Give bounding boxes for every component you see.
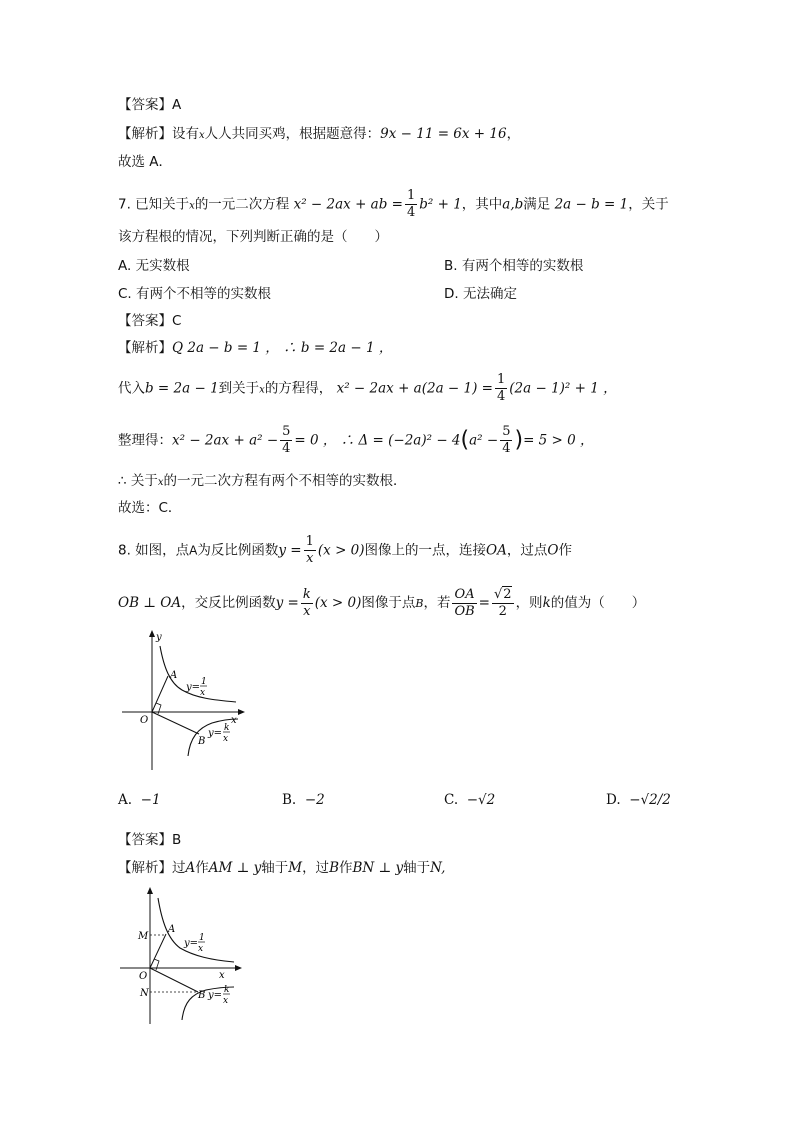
label-x: x [219, 970, 225, 981]
q7-option-d: D. 无法确定 [444, 286, 517, 302]
q7-stem-line2: 该方程根的情况，下列判断正确的是（ ） [118, 229, 388, 245]
q6-conclusion: 故选 A． [118, 154, 173, 170]
segment-ob [152, 712, 199, 734]
x-axis-arrow [238, 709, 245, 715]
label-den: x [223, 996, 229, 1006]
label-a: A [168, 924, 176, 935]
text: 的一元二次方程 [194, 196, 290, 213]
q8-option-b: B. −2 [282, 792, 325, 808]
q7-solution-line3: 整理得：x² − 2ax + a² − $\frac{5}{4}$ = 0 ， ∴ Δ = (−2a)² − 4(a² − $\frac{5}{4}$ )= 5 > 0 ， [118, 424, 594, 456]
x-axis-arrow [235, 965, 242, 971]
text: ，其中 [461, 196, 503, 213]
label-y: y [156, 632, 162, 643]
var-x: x [199, 130, 205, 141]
equation: x² − 2ax + ab = [293, 196, 403, 213]
label-num: k [224, 985, 230, 995]
label-num: k [224, 723, 230, 733]
q7-solution-line2: 代入b = 2a − 1到关于x的方程得， x² − 2ax + a(2a − 1) = $\frac{1}{4}$ (2a − 1)² + 1 ， [118, 372, 617, 404]
text: ，关于 [628, 196, 669, 213]
q8-option-a: A. −1 [118, 792, 161, 808]
label-b: B [198, 736, 206, 747]
label-func1: y= [184, 938, 199, 949]
q7-conclusion: 故选：C． [118, 500, 182, 516]
q8-figure-1 [118, 628, 253, 773]
fraction: $\frac{1}{4}$ [406, 188, 416, 220]
punct: ， [506, 126, 521, 142]
q7-solution-line4: ∴ 关于x的一元二次方程有两个不相等的实数根． [118, 473, 407, 489]
analysis-text: 人人共同买鸡，根据题意得： [204, 126, 381, 142]
label-num: 1 [199, 933, 205, 943]
y-axis-arrow [147, 887, 153, 894]
label-func2: y= [208, 990, 223, 1001]
q8-analysis: 【解析】过A作AM ⊥ y轴于M，过B作BN ⊥ y轴于N, [118, 860, 446, 876]
q8-figure-2 [118, 884, 253, 1029]
y-axis-arrow [149, 630, 155, 637]
q6-answer [118, 95, 181, 115]
label-den: x [223, 734, 229, 744]
q7-stem-line1: 7. 已知关于x的一元二次方程 x² − 2ax + ab = $\frac{1}{4}$ b² + 1，其中a,b满足 2a − b = 1，关于 [118, 188, 669, 220]
q8-stem-line2: OB ⊥ OA，交反比例函数y = $\frac{k}{x}$ (x > 0)图像于点B，若 $\frac{OA}{OB}$ = $\frac{√2}{2}$ ，则k的值为（ ） [118, 586, 646, 619]
q8-option-c: C. −√2 [444, 792, 496, 808]
label-func1: y= [186, 682, 201, 693]
label-o: O [140, 715, 149, 726]
vars: a,b [502, 196, 524, 213]
label-n: N [140, 988, 149, 999]
analysis-text: 设有 [172, 126, 199, 142]
q6-analysis [118, 124, 520, 146]
label-x: x [231, 715, 237, 726]
label-a: A [170, 670, 178, 681]
label-func2: y= [208, 728, 223, 739]
label-m: M [138, 931, 149, 942]
text: 7. 已知关于 [118, 196, 190, 213]
q8-answer: 【答案】B [118, 832, 182, 848]
segment-oa [152, 676, 168, 712]
equation: 9x − 11 = 6x + 16 [380, 126, 507, 142]
q8-option-d: D. −√2/2 [606, 792, 671, 808]
label-b: B [198, 990, 206, 1001]
analysis-label: 【解析】 [118, 126, 172, 142]
q7-option-c: C. 有两个不相等的实数根 [118, 286, 272, 302]
segment-ob [150, 968, 198, 992]
q7-answer: 【答案】C [118, 313, 182, 329]
answer-label: 【答案】 [118, 97, 172, 113]
label-o: O [139, 971, 148, 982]
text: 满足 [523, 196, 551, 213]
q7-option-a: A. 无实数根 [118, 258, 190, 274]
answer-value: A [172, 97, 182, 113]
condition: 2a − b = 1 [554, 196, 629, 213]
q7-option-b: B. 有两个相等的实数根 [444, 258, 584, 274]
equation: b² + 1 [419, 196, 462, 213]
q7-solution-line1: 【解析】Q 2a − b = 1 ， ∴ b = 2a − 1 ， [118, 340, 393, 356]
label-num: 1 [201, 677, 207, 687]
label-den: x [200, 688, 206, 698]
q8-stem-line1: 8. 如图，点A为反比例函数y = $\frac{1}{x}$ (x > 0)图像上的一点，连接OA，过点O作 [118, 534, 572, 566]
label-den: x [198, 944, 204, 954]
